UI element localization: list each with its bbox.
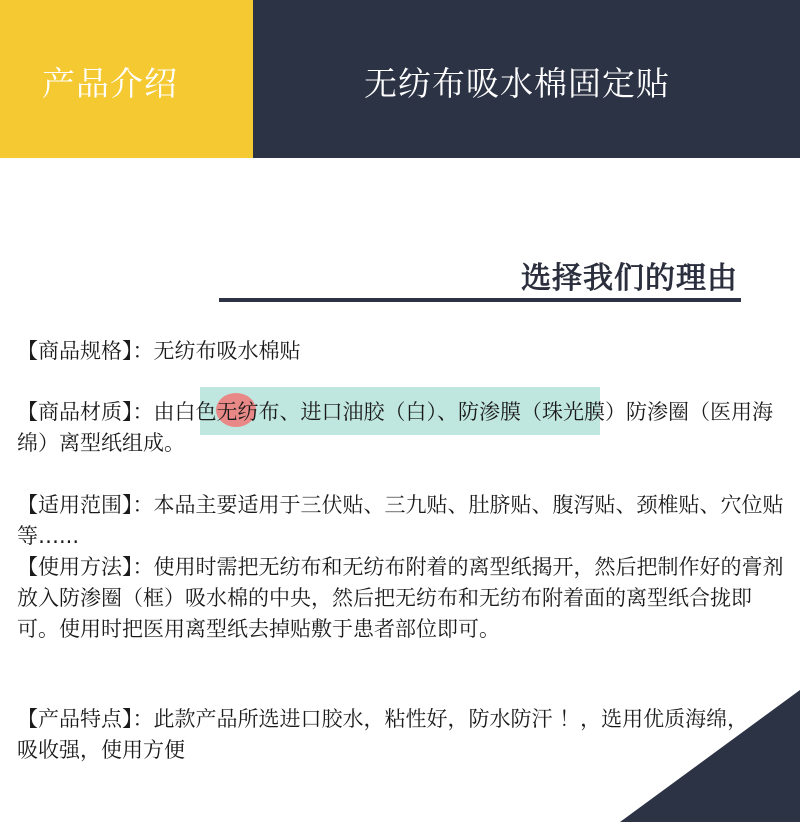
material-paragraph: 【商品材质】：由白色无纺布、进口油胶（白）、防渗膜（珠光膜）防渗圈（医用海绵）离型纸组成。 (17, 400, 773, 455)
header-left-panel (0, 0, 253, 158)
heading-underline (219, 298, 741, 302)
spec-paragraph: 【商品规格】：无纺布吸水棉贴 (17, 339, 301, 363)
usage-method-paragraph: 【使用方法】：使用时需把无纺布和无纺布附着的离型纸揭开，然后把制作好的膏剂放入防渗圈（框）吸水棉的中央，然后把无纺布和无纺布附着面的离型纸合拢即可。使用时把医用离型纸去掉贴敷于患者部位即可。 (17, 555, 784, 641)
header-banner (0, 0, 800, 158)
section-label: 产品介绍 (42, 64, 178, 103)
usage-range-paragraph: 【适用范围】：本品主要适用于三伏贴、三九贴、肚脐贴、腹泻贴、颈椎贴、穴位贴等…... (17, 493, 784, 548)
section-heading: 选择我们的理由 (521, 261, 738, 296)
product-title: 无纺布吸水棉固定贴 (364, 64, 670, 103)
features-paragraph: 【产品特点】：此款产品所选进口胶水，粘性好，防水防汗 ！，选用优质海绵，吸收强，使用方便 (17, 707, 749, 762)
